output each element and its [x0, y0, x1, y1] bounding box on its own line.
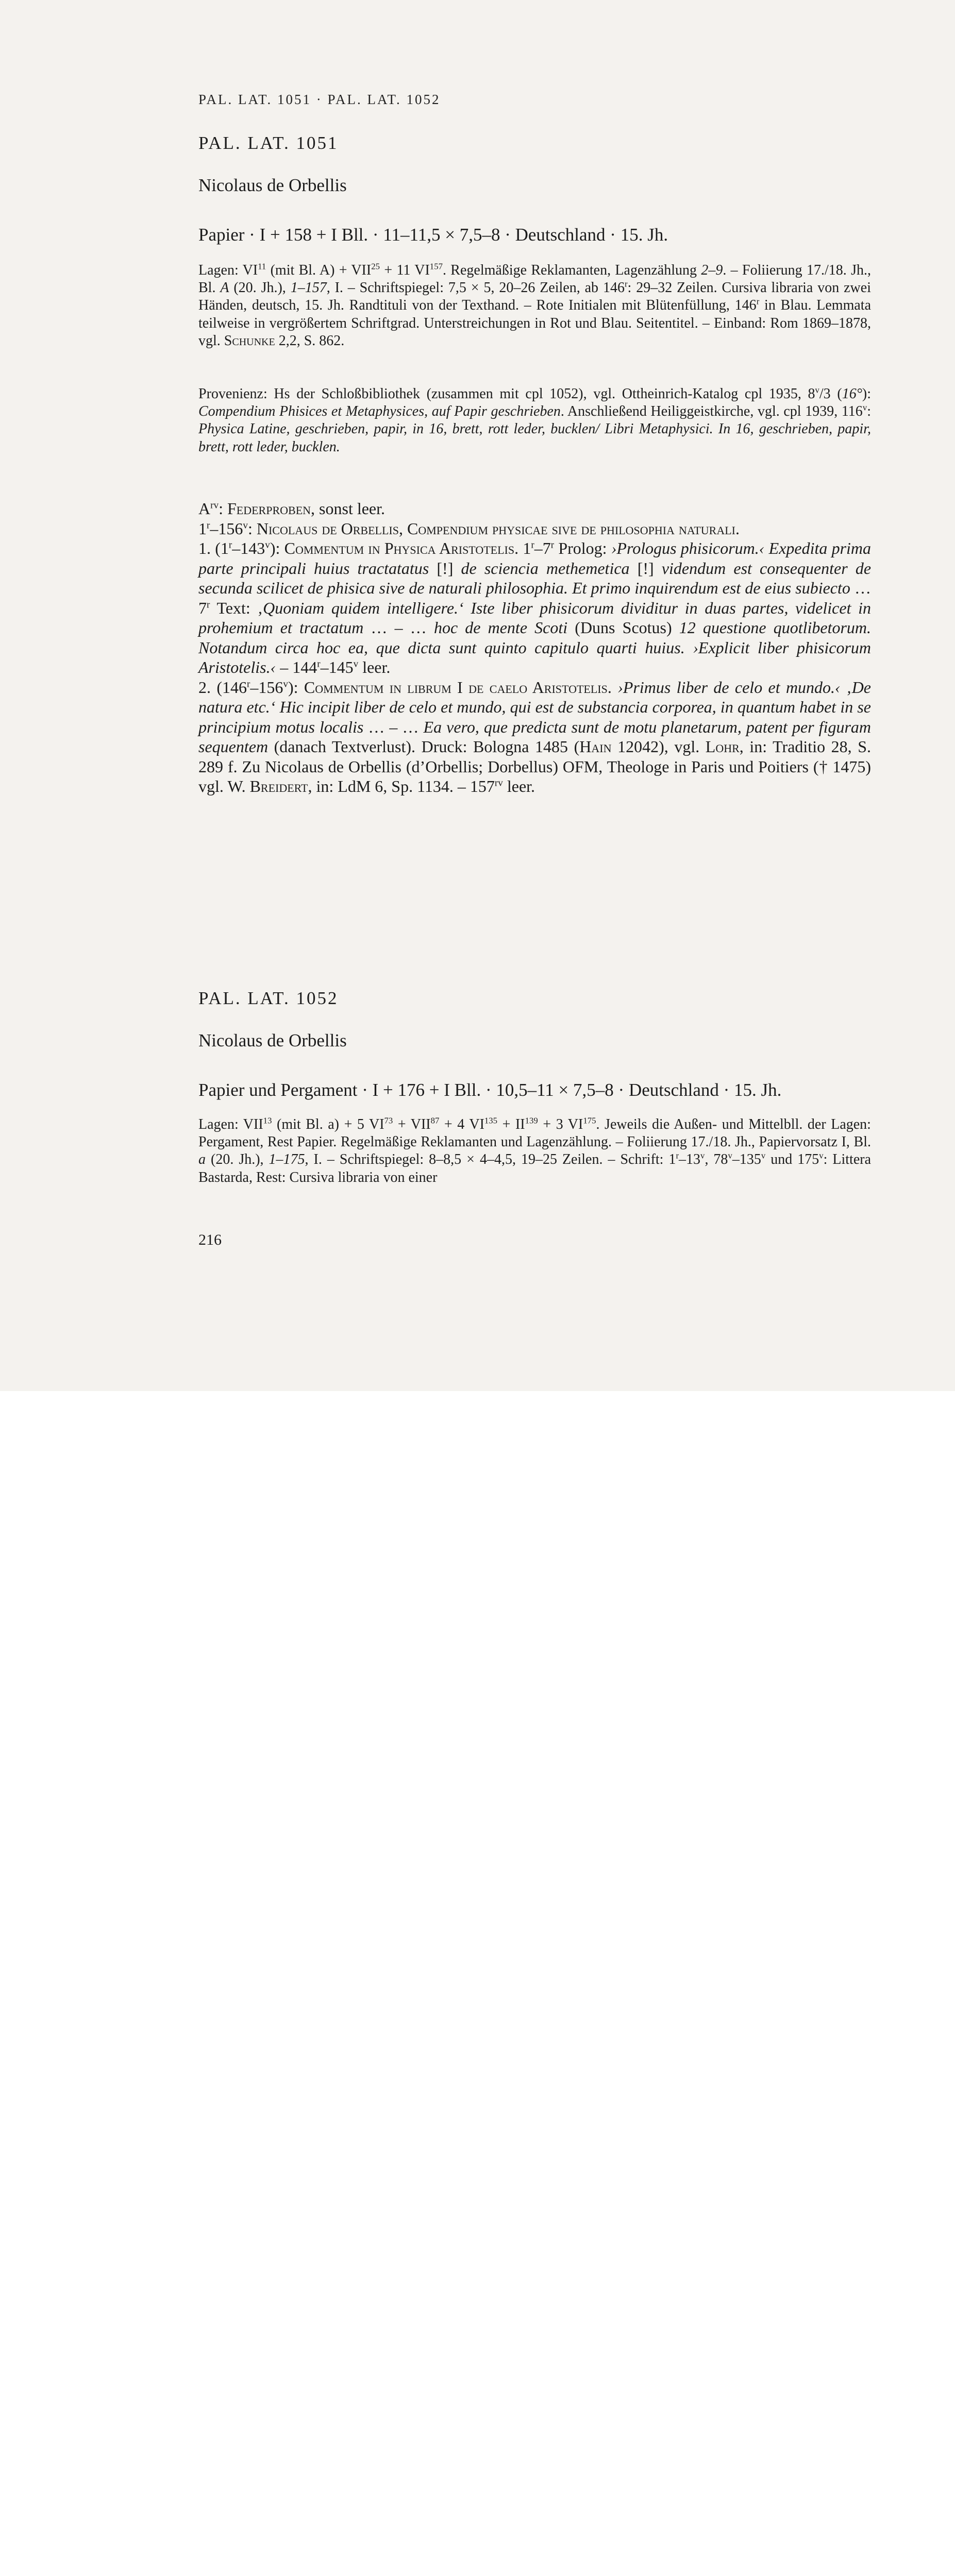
footer-bar [0, 1391, 955, 1463]
physical-description-1051: Lagen: VI$^{11}$ (mit Bl. $A) + VII^{25} + 11$ VI$^{157}$. Regelmäßige Reklamanten, Lagenzählung 2–9. – Foliierung 17./18. Jh., Bl. A (20. Jh.), 1–157, I. – Schriftspiegel: 7,5 × 5, 20–26 Zeilen, ab 146$^r$: 29–32 Zeilen. Cursiva libraria von zwei Händen, deutsch, 15. Jh. Randtituli von der Texthand. – Rote Initialen mit Blütenfüllung, 146$^r$ in Blau. Lemmata teilweise in vergrößertem Schriftgrad. Unterstreichungen in Rot und Blau. Seitentitel. – Einband: Rom 1869–1878, vgl. Schunke 2,2, S. 862. [198, 261, 872, 349]
specs-1051: Papier · I + 158 + I Bll. · 11–11,5 × 7,5–8 · Deutschland · 15. Jh. [198, 225, 668, 245]
contents-1051: $A^{rv}$: Federproben, sonst leer. 1$^r$–156$^v$: Nicolaus de Orbellis, Compendium physicae sive de philosophia naturali. 1. (1$^r$–143$^v$): Commentum in Physica Aristotelis. 1$^r$–7$^r$ Prolog: ›Prologus phisicorum.‹ Expedita prima parte principali huius tractatatus [!] de sciencia methemetica [!] videndum est consequenter de secunda scilicet de phisica sive de naturali philosophia. Et primo inquirendum est de eius subiecto … 7$^r$ Text: ‚Quoniam quidem intelligere.‘ Iste liber phisicorum dividitur in duas partes, videlicet in prohemium et tractatum … – … hoc de mente Scoti (Duns Scotus) 12 questione quotlibetorum. Notandum circa hoc ea, que dicta sunt quinto capitulo quarti huius. ›Explicit liber phisicorum Aristotelis.‹ – 144$^r$–145$^v$ leer. 2. (146$^r$–156$^v$): Commentum in librum I de caelo Aristotelis. ›Primus liber de celo et mundo.‹ ‚De natura etc.‘ Hic incipit liber de celo et mundo, qui est de substancia corporea, in quantum habet in se principium motus localis … – … Ea vero, que predicta sunt de motu planetarum, patent per figuram sequentem (danach Textverlust). Druck: Bologna 1485 (Hain 12042), vgl. Lohr, in: Traditio 28, S. 289 f. Zu Nicolaus de Orbellis (d’Orbellis; Dorbellus) OFM, Theologe in Paris und Poitiers († 1475) vgl. W. Breidert, in: LdM 6, Sp. 1134. – $157^{rv}$ leer. [198, 499, 872, 795]
title-1052: Nicolaus de Orbellis [198, 1030, 347, 1050]
physical-description-1052: Lagen: VII$^{13}$ (mit Bl. a) + 5 $VI^{73} + VII^{87} + 4$ $VI^{135} + II^{139} + 3$ VI$^{175}$. Jeweils die Außen- und Mittelbll. der Lagen: Pergament, Rest Papier. Regelmäßige Reklamanten und Lagenzählung. – Foliierung 17./18. Jh., Papiervorsatz I, Bl. a (20. Jh.), 1–175, I. – Schriftspiegel: 8–8,5 × 4–4,5, 19–25 Zeilen. – Schrift: 1$^r$–13$^v$, 78$^v$–135$^v$ und 175$^v$: Littera Bastarda, Rest: Cursiva libraria von einer [198, 1115, 872, 1185]
shelfmark-1052: PAL. LAT. 1052 [198, 988, 339, 1008]
running-head: PAL. LAT. 1051 · PAL. LAT. 1052 [198, 92, 441, 107]
page-number: 216 [198, 1231, 222, 1248]
specs-1052: Papier und Pergament · I + 176 + I Bll. · 10,5–11 × 7,5–8 · Deutschland · 15. Jh. [198, 1080, 782, 1100]
shelfmark-1051: PAL. LAT. 1051 [198, 133, 339, 153]
title-1051: Nicolaus de Orbellis [198, 175, 347, 195]
provenance-1051: Provenienz: Hs der Schloßbibliothek (zusammen mit cpl 1052), vgl. Ottheinrich-Katalog cpl 1935, 8$^v$/3 (16°): Compendium Phisices et Metaphysices, auf Papir geschrieben. Anschließend Heiliggeistkirche, vgl. cpl 1939, 116$^v$: Physica Latine, geschrieben, papir, in 16, brett, rott leder, bucklen/ Libri Metaphysici. In 16, geschrieben, papir, brett, rott leder, bucklen. [198, 385, 872, 455]
